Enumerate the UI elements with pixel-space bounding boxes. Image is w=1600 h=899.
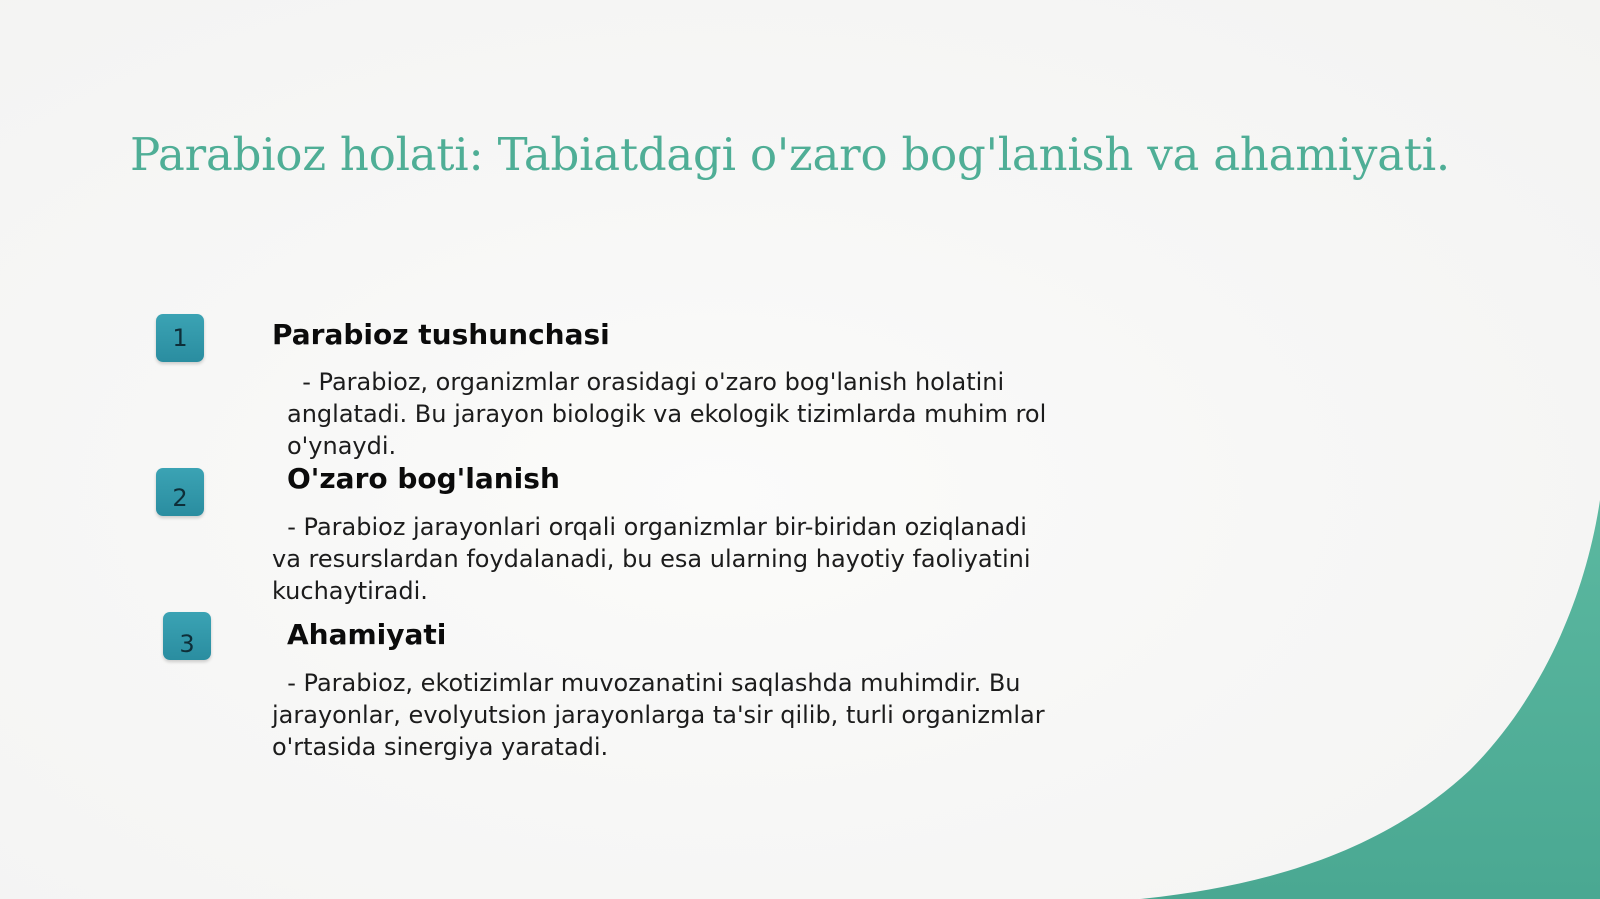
slide-title: Parabioz holati: Tabiatdagi o'zaro bog'lanish va ahamiyati.	[130, 128, 1451, 181]
item-text-1: - Parabioz, organizmlar orasidagi o'zaro bog'lanish holatini anglatadi. Bu jarayon biologik va ekologik tizimlarda muhim rol o'ynaydi.	[287, 368, 1047, 460]
item-number-2: 2	[172, 484, 188, 512]
item-heading-1: Parabioz tushunchasi	[272, 318, 610, 351]
item-number-1: 1	[172, 324, 188, 352]
corner-wave-path	[1140, 500, 1600, 899]
item-number-badge-2	[156, 468, 204, 516]
item-heading-2: O'zaro bog'lanish	[287, 462, 560, 495]
item-number-badge-3	[163, 612, 211, 660]
item-number-badge-1	[156, 314, 204, 362]
item-text-2: - Parabioz jarayonlari orqali organizmlar bir-biridan oziqlanadi va resurslardan foydalanadi, bu esa ularning hayotiy faoliyatini kuchaytiradi.	[272, 513, 1031, 605]
item-number-3: 3	[179, 630, 195, 658]
item-heading-3: Ahamiyati	[287, 618, 447, 651]
item-text-3: - Parabioz, ekotizimlar muvozanatini saqlashda muhimdir. Bu jarayonlar, evolyutsion jarayonlarga ta'sir qilib, turli organizmlar o'rtasida sinergiya yaratadi.	[272, 669, 1045, 761]
